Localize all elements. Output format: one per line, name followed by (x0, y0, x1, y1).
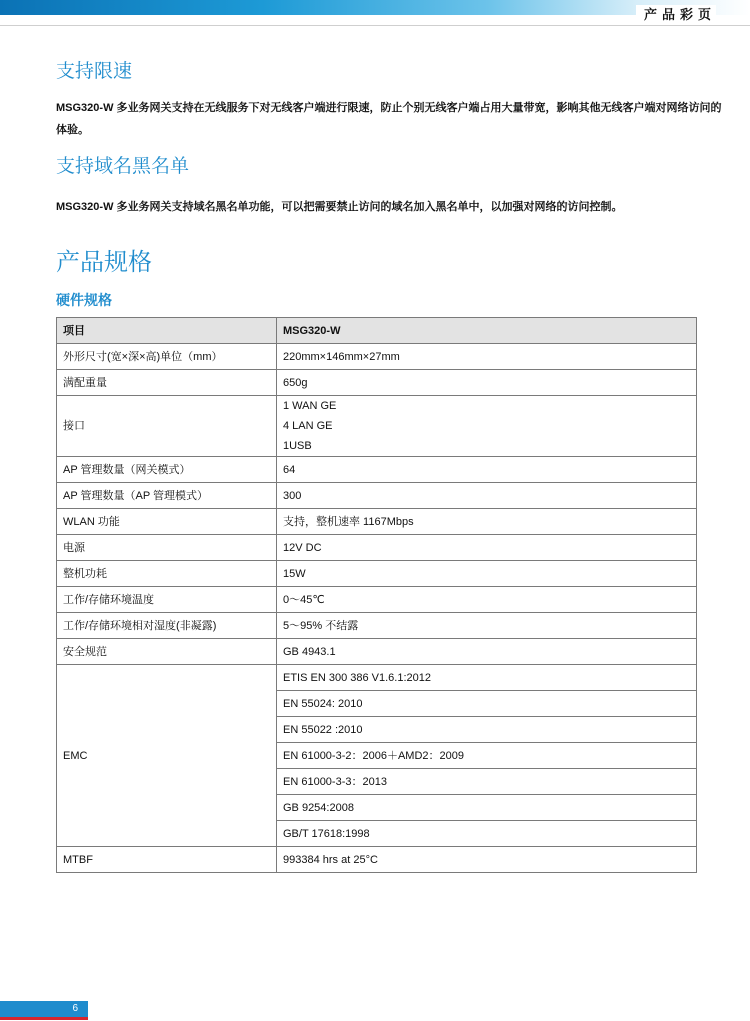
row-label: 整机功耗 (57, 561, 277, 587)
table-row (57, 535, 697, 561)
table-row (57, 396, 697, 457)
row-label: 工作/存储环境相对湿度(非凝露) (57, 613, 277, 639)
row-value: EN 61000-3-2：2006＋AMD2：2009 (277, 743, 697, 769)
hardware-spec-table (56, 317, 697, 873)
row-value: 300 (277, 483, 697, 509)
row-label: EMC (57, 665, 277, 847)
row-value: GB 4943.1 (277, 639, 697, 665)
row-value: 1USB (283, 440, 312, 452)
row-value: 15W (277, 561, 697, 587)
page-number-accent (0, 1017, 88, 1020)
row-label: 满配重量 (57, 370, 277, 396)
row-label: 电源 (57, 535, 277, 561)
table-row (57, 587, 697, 613)
row-value: EN 55024: 2010 (277, 691, 697, 717)
table-row (57, 370, 697, 396)
table-row (57, 344, 697, 370)
section-heading-rate-limit: 支持限速 (56, 61, 133, 82)
row-value: 12V DC (277, 535, 697, 561)
row-value: 1 WAN GE (283, 400, 337, 412)
table-row (57, 847, 697, 873)
table-row (57, 561, 697, 587)
page-number: 6 (0, 1001, 88, 1017)
row-label: WLAN 功能 (57, 509, 277, 535)
row-value: 0～45℃ (277, 587, 697, 613)
row-label: 安全规范 (57, 639, 277, 665)
table-row (57, 509, 697, 535)
row-value: 支持，整机速率 1167Mbps (277, 509, 697, 535)
row-value: GB/T 17618:1998 (277, 821, 697, 847)
table-header-item: 项目 (57, 318, 277, 344)
table-row (57, 665, 697, 691)
row-value: GB 9254:2008 (277, 795, 697, 821)
row-value: 4 LAN GE (283, 420, 333, 432)
row-value-list (277, 396, 697, 457)
table-header-model: MSG320-W (277, 318, 697, 344)
row-label: AP 管理数量（网关模式） (57, 457, 277, 483)
row-label: 接口 (57, 396, 277, 457)
spec-subtitle: 硬件规格 (56, 292, 112, 308)
row-value: 220mm×146mm×27mm (277, 344, 697, 370)
row-value: EN 55022 :2010 (277, 717, 697, 743)
row-value: EN 61000-3-3：2013 (277, 769, 697, 795)
table-header-row (57, 318, 697, 344)
table-row (57, 639, 697, 665)
spec-title: 产品规格 (56, 249, 152, 276)
row-label: 外形尺寸(宽×深×高)单位（mm） (57, 344, 277, 370)
table-row (57, 457, 697, 483)
row-value: 993384 hrs at 25°C (277, 847, 697, 873)
section-body-blacklist: MSG320-W 多业务网关支持域名黑名单功能，可以把需要禁止访问的域名加入黑名单中，以加强对网络的访问控制。 (56, 201, 623, 213)
row-label: 工作/存储环境温度 (57, 587, 277, 613)
row-value: 5～95% 不结露 (277, 613, 697, 639)
section-body-rate-limit: MSG320-W 多业务网关支持在无线服务下对无线客户端进行限速，防止个别无线客户端占用大量带宽，影响其他无线客户端对网络访问的体验。 (56, 102, 722, 136)
section-heading-blacklist: 支持域名黑名单 (56, 156, 190, 177)
table-row (57, 613, 697, 639)
row-label: MTBF (57, 847, 277, 873)
header-divider (0, 25, 750, 26)
row-value: 650g (277, 370, 697, 396)
header-title: 产品彩页 (636, 5, 716, 25)
row-value: ETIS EN 300 386 V1.6.1:2012 (277, 665, 697, 691)
row-value: 64 (277, 457, 697, 483)
row-label: AP 管理数量（AP 管理模式） (57, 483, 277, 509)
table-row (57, 483, 697, 509)
